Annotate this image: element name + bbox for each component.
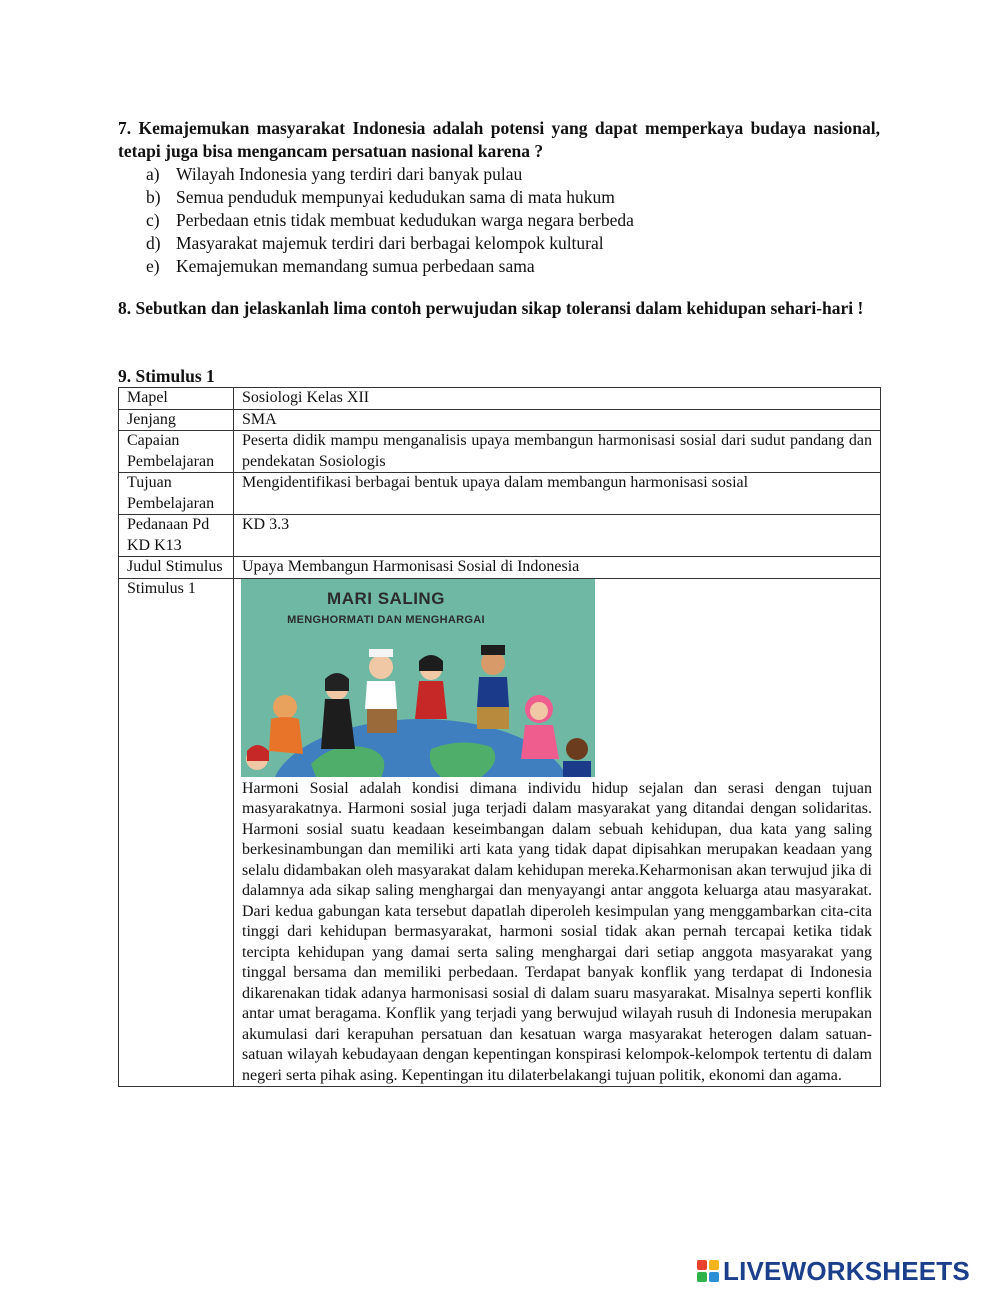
person-6 (521, 695, 559, 759)
option-a[interactable]: a) Wilayah Indonesia yang terdiri dari banyak pulau (146, 164, 523, 184)
stimulus-text: Harmoni Sosial adalah kondisi dimana individu hidup sejalan dan serasi dengan tujuan masyarakatnya. Harmoni sosial juga terjadi dalam masyarakat yang ditandai dengan solidaritas. Harmoni sosial suatu keadaan keseimbangan dalam sebuah kehidupan, dua kata yang saling berkesinambungan dan memiliki arti kata yang tidak dapat dipisahkan merupakan keadaan yang selalu didambakan oleh masyarakat dalam kehidupan mereka.Keharmonisan akan terwujud jika di dalamnya ada sikap saling menghargai dan menyayangi antar anggota keluarga atau masyarakat. Dari kedua gabungan kata tersebut dapatlah diperoleh kesimpulan yang menggambarkan cita-cita tinggi dari kehidupan bermasyarakat, harmoni sosial tidak akan pernah tercapai ketika tidak tercipta kehidupan yang damai serta saling menghargai dari setiap anggota masyarakat yang tinggal bersama dan memiliki perbedaan. Terdapat banyak konflik yang terdapat di Indonesia dikarenakan tidak adanya harmonisasi sosial di dalam suaru masyarakat. Misalnya seperti konflik antar umat beragama. Konflik yang terjadi yang berwujud wilayah rusuh di Indonesia merupakan akumulasi dari kerapuhan persatuan dan kesatuan warga masyarakat heterogen dalam satuan-satuan wilayah kebudayaan dengan kepentingan konspirasi kelompok-kelompok tertentu di dalam negeri serta pihak asing. Kepentingan itu dilaterbelakangi tujuan politik, ekonomi dan agama. (242, 779, 872, 1084)
liveworksheets-logo (697, 1255, 970, 1287)
table-row (119, 473, 881, 515)
row-value: Mengidentifikasi berbagai bentuk upaya dalam membangun harmonisasi sosial (234, 473, 881, 515)
table-row (119, 431, 881, 473)
globe-land (430, 742, 495, 777)
person-4 (415, 655, 447, 719)
row-value: SMA (234, 409, 881, 431)
row-value: Peserta didik mampu menganalisis upaya membangun harmonisasi sosial dari sudut pandang dan pendekatan Sosiologis (234, 431, 881, 473)
table-row (119, 409, 881, 431)
person-5 (477, 645, 509, 729)
question-7 (118, 117, 880, 278)
table-row-stimulus (119, 578, 881, 1087)
row-label: Capaian Pembelajaran (119, 431, 234, 473)
option-d[interactable]: d) Masyarakat majemuk terdiri dari berbagai kelompok kultural (146, 233, 604, 253)
row-value: Upaya Membangun Harmonisasi Sosial di Indonesia (234, 557, 881, 579)
row-label: Jenjang (119, 409, 234, 431)
option-c[interactable]: c) Perbedaan etnis tidak membuat kedudukan warga negara berbeda (146, 210, 634, 230)
stimulus-table (118, 387, 881, 1087)
person-3 (365, 649, 397, 733)
question-8-title: 8. Sebutkan dan jelaskanlah lima contoh perwujudan sikap toleransi dalam kehidupan sehari-hari ! (118, 298, 864, 318)
row-label: Tujuan Pembelajaran (119, 473, 234, 515)
logo-text: LIVEWORKSHEETS (723, 1255, 970, 1286)
option-e[interactable]: e) Kemajemukan memandang sumua perbedaan sama (146, 256, 535, 276)
question-7-options (118, 163, 880, 278)
people-globe-illustration (241, 579, 595, 777)
question-7-title: 7. Kemajemukan masyarakat Indonesia adalah potensi yang dapat memperkaya budaya nasional, tetapi juga bisa mengancam persatuan nasional karena ? (118, 118, 880, 161)
row-value: KD 3.3 (234, 515, 881, 557)
table-row (119, 388, 881, 410)
table-row (119, 557, 881, 579)
stimulus-illustration (241, 579, 595, 777)
row-label: Mapel (119, 388, 234, 410)
person-2 (321, 673, 355, 749)
person-1 (269, 695, 303, 754)
row-value: Sosiologi Kelas XII (234, 388, 881, 410)
poster-title: MARI SALING (327, 588, 445, 608)
poster-subtitle: MENGHORMATI DAN MENGHARGAI (287, 613, 485, 626)
stimulus-content (234, 578, 881, 1087)
table-row (119, 515, 881, 557)
row-label: Judul Stimulus (119, 557, 234, 579)
row-label: Pedanaan Pd KD K13 (119, 515, 234, 557)
question-9-title: 9. Stimulus 1 (118, 366, 215, 386)
person-7 (563, 738, 591, 777)
option-b[interactable]: b) Semua penduduk mempunyai kedudukan sama di mata hukum (146, 187, 615, 207)
person-8 (246, 745, 269, 770)
row-label: Stimulus 1 (119, 578, 234, 1087)
logo-mark-icon (697, 1260, 719, 1282)
